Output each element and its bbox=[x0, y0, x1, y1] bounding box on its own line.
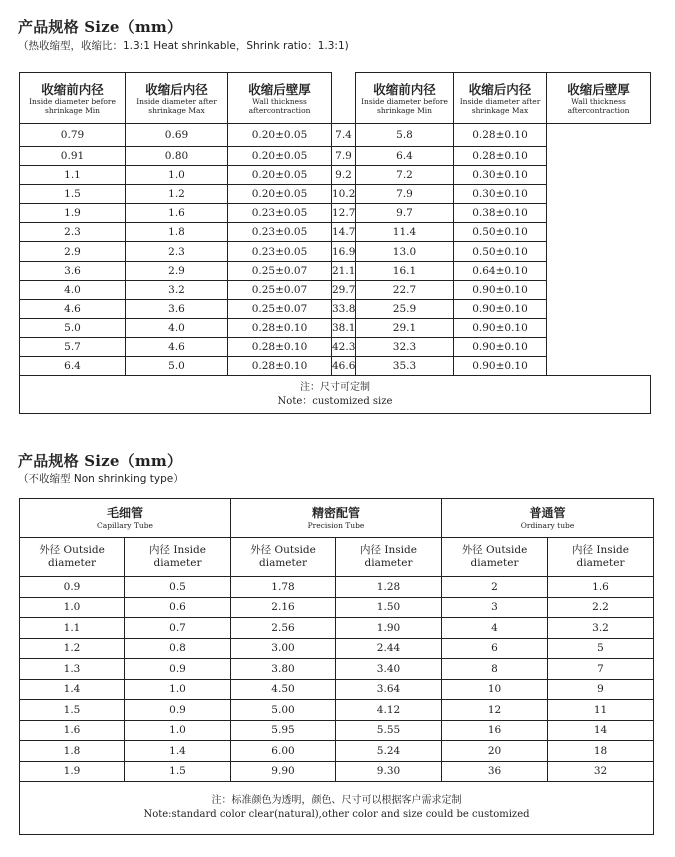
table-cell: 4 bbox=[442, 618, 548, 639]
table-cell: 2.16 bbox=[231, 597, 336, 618]
table-cell: 0.30±0.10 bbox=[454, 185, 547, 204]
table-cell: 0.64±0.10 bbox=[454, 261, 547, 280]
table-cell: 0.28±0.10 bbox=[228, 318, 332, 337]
table-note bbox=[20, 376, 651, 414]
table-cell: 0.80 bbox=[126, 147, 228, 166]
table-cell: 22.7 bbox=[356, 280, 454, 299]
section1-subtitle: （热收缩型，收缩比：1.3:1 Heat shrinkable，Shrink ratio：1.3:1) bbox=[18, 40, 349, 52]
table-cell: 0.69 bbox=[126, 124, 228, 147]
table-cell: 3.2 bbox=[126, 280, 228, 299]
table-cell: 1.78 bbox=[231, 577, 336, 598]
table-cell: 3.80 bbox=[231, 659, 336, 680]
table-cell: 1.2 bbox=[126, 185, 228, 204]
header-cell: 收缩前内径 Inside diameter before shrinkage Min bbox=[20, 73, 126, 124]
table-cell: 36 bbox=[442, 761, 548, 782]
sub-header-cell: 外径 Outside diameter bbox=[231, 538, 336, 577]
table-cell: 0.23±0.05 bbox=[228, 204, 332, 223]
table-cell: 38.1 bbox=[332, 318, 356, 337]
table-cell: 0.8 bbox=[125, 638, 231, 659]
table-cell: 16 bbox=[442, 720, 548, 741]
table-row bbox=[20, 741, 654, 762]
table-cell: 2.9 bbox=[126, 261, 228, 280]
table-row bbox=[20, 204, 651, 223]
table-cell: 1.6 bbox=[126, 204, 228, 223]
note-cn: 注：尺寸可定制 bbox=[300, 381, 370, 393]
table-row bbox=[20, 659, 654, 680]
table-cell: 7.2 bbox=[356, 166, 454, 185]
table-cell: 0.79 bbox=[20, 124, 126, 147]
table-cell: 10.2 bbox=[332, 185, 356, 204]
table-cell: 3.6 bbox=[126, 299, 228, 318]
table-cell: 11.4 bbox=[356, 223, 454, 242]
table-cell: 10 bbox=[442, 679, 548, 700]
table-cell: 3.40 bbox=[336, 659, 442, 680]
section2-subtitle: （不收缩型 Non shrinking type） bbox=[18, 473, 184, 485]
table-cell: 1.3 bbox=[20, 659, 125, 680]
column-gap bbox=[332, 73, 356, 124]
table-cell: 0.90±0.10 bbox=[454, 299, 547, 318]
table-row bbox=[20, 166, 651, 185]
group-header-row bbox=[20, 499, 654, 538]
table-cell: 0.25±0.07 bbox=[228, 299, 332, 318]
section1-title: 产品规格 Size（mm） bbox=[18, 18, 183, 36]
table-cell: 6.4 bbox=[20, 357, 126, 376]
table-cell: 16.1 bbox=[356, 261, 454, 280]
table-row bbox=[20, 337, 651, 356]
table-cell: 14 bbox=[548, 720, 654, 741]
table-cell: 3 bbox=[442, 597, 548, 618]
table-cell: 1.0 bbox=[126, 166, 228, 185]
sub-header-cell: 内径 Inside diameter bbox=[125, 538, 231, 577]
table-row bbox=[20, 700, 654, 721]
table-cell: 5.24 bbox=[336, 741, 442, 762]
table-cell: 0.7 bbox=[125, 618, 231, 639]
table-cell: 12.7 bbox=[332, 204, 356, 223]
table-cell: 5.0 bbox=[126, 357, 228, 376]
table-cell: 5.7 bbox=[20, 337, 126, 356]
table-row bbox=[20, 318, 651, 337]
table-cell: 35.3 bbox=[356, 357, 454, 376]
note-cn: 注：标准颜色为透明，颜色、尺寸可以根据客户需求定制 bbox=[211, 795, 462, 806]
table-cell: 5.8 bbox=[356, 124, 454, 147]
table-cell: 9.2 bbox=[332, 166, 356, 185]
section2-title: 产品规格 Size（mm） bbox=[18, 452, 183, 470]
table-cell: 0.50±0.10 bbox=[454, 242, 547, 261]
table-cell: 1.50 bbox=[336, 597, 442, 618]
table-cell: 9.90 bbox=[231, 761, 336, 782]
table-cell: 0.5 bbox=[125, 577, 231, 598]
table-cell: 3.00 bbox=[231, 638, 336, 659]
table-cell: 8 bbox=[442, 659, 548, 680]
table-cell: 16.9 bbox=[332, 242, 356, 261]
table-cell: 11 bbox=[548, 700, 654, 721]
table-cell: 18 bbox=[548, 741, 654, 762]
table-cell: 0.90±0.10 bbox=[454, 337, 547, 356]
table-cell: 1.1 bbox=[20, 618, 125, 639]
table-cell: 0.25±0.07 bbox=[228, 261, 332, 280]
table-cell: 0.28±0.10 bbox=[228, 337, 332, 356]
non-shrink-size-table bbox=[19, 498, 654, 835]
table-cell: 1.5 bbox=[125, 761, 231, 782]
heat-shrink-size-table bbox=[19, 72, 651, 414]
table-cell: 7.4 bbox=[332, 124, 356, 147]
table-cell: 1.1 bbox=[20, 166, 126, 185]
table-row bbox=[20, 618, 654, 639]
group-header-precision: 精密配管 Precision Tube bbox=[231, 499, 442, 538]
table-cell: 2.3 bbox=[126, 242, 228, 261]
table-cell: 1.5 bbox=[20, 700, 125, 721]
table-cell: 0.25±0.07 bbox=[228, 280, 332, 299]
table-cell: 1.90 bbox=[336, 618, 442, 639]
table-row bbox=[20, 597, 654, 618]
table-cell: 13.0 bbox=[356, 242, 454, 261]
table-cell: 2.9 bbox=[20, 242, 126, 261]
table-cell: 0.20±0.05 bbox=[228, 185, 332, 204]
table-cell: 1.9 bbox=[20, 204, 126, 223]
table-cell: 0.23±0.05 bbox=[228, 242, 332, 261]
table-cell: 0.90±0.10 bbox=[454, 318, 547, 337]
table-cell: 0.20±0.05 bbox=[228, 166, 332, 185]
table-row bbox=[20, 242, 651, 261]
table-cell: 0.28±0.10 bbox=[454, 124, 547, 147]
sub-header-cell: 外径 Outside diameter bbox=[20, 538, 125, 577]
table-row bbox=[20, 720, 654, 741]
sub-header-cell: 外径 Outside diameter bbox=[442, 538, 548, 577]
table-cell: 6 bbox=[442, 638, 548, 659]
header-cell: 收缩后壁厚 Wall thickness aftercontraction bbox=[547, 73, 651, 124]
table-row bbox=[20, 761, 654, 782]
header-cell: 收缩前内径 Inside diameter before shrinkage Min bbox=[356, 73, 454, 124]
table-cell: 3.2 bbox=[548, 618, 654, 639]
table-cell: 4.0 bbox=[126, 318, 228, 337]
table-cell: 0.20±0.05 bbox=[228, 124, 332, 147]
table-cell: 14.7 bbox=[332, 223, 356, 242]
table-cell: 5.00 bbox=[231, 700, 336, 721]
table-cell: 0.23±0.05 bbox=[228, 223, 332, 242]
table-cell: 32 bbox=[548, 761, 654, 782]
table-cell: 21.1 bbox=[332, 261, 356, 280]
table-row bbox=[20, 280, 651, 299]
table-cell: 2.44 bbox=[336, 638, 442, 659]
table-cell: 0.28±0.10 bbox=[228, 357, 332, 376]
table-cell: 0.38±0.10 bbox=[454, 204, 547, 223]
table-row bbox=[20, 223, 651, 242]
table-cell: 1.6 bbox=[20, 720, 125, 741]
table-cell: 46.6 bbox=[332, 357, 356, 376]
table-cell: 1.9 bbox=[20, 761, 125, 782]
table-cell: 1.4 bbox=[125, 741, 231, 762]
table-cell: 0.90±0.10 bbox=[454, 280, 547, 299]
table-cell: 3.64 bbox=[336, 679, 442, 700]
table-row bbox=[20, 299, 651, 318]
table-cell: 4.6 bbox=[20, 299, 126, 318]
header-cell: 收缩后内径 Inside diameter after shrinkage Max bbox=[126, 73, 228, 124]
table-note-row bbox=[20, 376, 651, 414]
table-cell: 0.90±0.10 bbox=[454, 357, 547, 376]
note-en: Note：customized size bbox=[277, 395, 393, 407]
table-row bbox=[20, 638, 654, 659]
table-cell: 25.9 bbox=[356, 299, 454, 318]
group-header-capillary: 毛细管 Capillary Tube bbox=[20, 499, 231, 538]
table-cell: 1.28 bbox=[336, 577, 442, 598]
table-cell: 5.0 bbox=[20, 318, 126, 337]
table-cell: 33.8 bbox=[332, 299, 356, 318]
table-cell: 0.50±0.10 bbox=[454, 223, 547, 242]
table-cell: 9.30 bbox=[336, 761, 442, 782]
table-cell: 1.8 bbox=[126, 223, 228, 242]
table-cell: 7 bbox=[548, 659, 654, 680]
table-cell: 1.0 bbox=[125, 679, 231, 700]
table-cell: 29.7 bbox=[332, 280, 356, 299]
table-cell: 0.9 bbox=[125, 700, 231, 721]
table-cell: 20 bbox=[442, 741, 548, 762]
table-cell: 1.6 bbox=[548, 577, 654, 598]
header-cell: 收缩后内径 Inside diameter after shrinkage Max bbox=[454, 73, 547, 124]
table-cell: 9 bbox=[548, 679, 654, 700]
sub-header-cell: 内径 Inside diameter bbox=[336, 538, 442, 577]
table-row bbox=[20, 357, 651, 376]
table-cell: 4.6 bbox=[126, 337, 228, 356]
table-cell: 7.9 bbox=[356, 185, 454, 204]
table-cell: 12 bbox=[442, 700, 548, 721]
table-cell: 9.7 bbox=[356, 204, 454, 223]
table-cell: 1.0 bbox=[125, 720, 231, 741]
table-cell: 2 bbox=[442, 577, 548, 598]
note-en: Note:standard color clear(natural),other color and size could be customized bbox=[143, 809, 530, 820]
table-cell: 32.3 bbox=[356, 337, 454, 356]
sub-header-cell: 内径 Inside diameter bbox=[548, 538, 654, 577]
table-cell: 1.4 bbox=[20, 679, 125, 700]
table-cell: 0.28±0.10 bbox=[454, 147, 547, 166]
table-row bbox=[20, 261, 651, 280]
table-cell: 5.95 bbox=[231, 720, 336, 741]
header-cell: 收缩后壁厚 Wall thickness aftercontraction bbox=[228, 73, 332, 124]
table-cell: 1.0 bbox=[20, 597, 125, 618]
table-cell: 0.9 bbox=[125, 659, 231, 680]
table-cell: 5.55 bbox=[336, 720, 442, 741]
table-cell: 1.2 bbox=[20, 638, 125, 659]
table-cell: 6.4 bbox=[356, 147, 454, 166]
table-cell: 1.8 bbox=[20, 741, 125, 762]
table-cell: 3.6 bbox=[20, 261, 126, 280]
table-cell: 7.9 bbox=[332, 147, 356, 166]
table-row bbox=[20, 147, 651, 166]
table-cell: 4.0 bbox=[20, 280, 126, 299]
table-header-row bbox=[20, 73, 651, 124]
table-row bbox=[20, 679, 654, 700]
table-cell: 4.12 bbox=[336, 700, 442, 721]
table-cell: 1.5 bbox=[20, 185, 126, 204]
table-cell: 29.1 bbox=[356, 318, 454, 337]
table-note bbox=[20, 782, 654, 835]
table-cell: 0.20±0.05 bbox=[228, 147, 332, 166]
sub-header-row bbox=[20, 538, 654, 577]
table-row bbox=[20, 577, 654, 598]
table-cell: 0.91 bbox=[20, 147, 126, 166]
table-row bbox=[20, 124, 651, 147]
table-cell: 2.56 bbox=[231, 618, 336, 639]
table-cell: 6.00 bbox=[231, 741, 336, 762]
table-cell: 42.3 bbox=[332, 337, 356, 356]
table-cell: 2.2 bbox=[548, 597, 654, 618]
table-cell: 0.9 bbox=[20, 577, 125, 598]
table-cell: 2.3 bbox=[20, 223, 126, 242]
table-cell: 0.6 bbox=[125, 597, 231, 618]
table-row bbox=[20, 185, 651, 204]
table-note-row bbox=[20, 782, 654, 835]
table-cell: 5 bbox=[548, 638, 654, 659]
group-header-ordinary: 普通管 Ordinary tube bbox=[442, 499, 654, 538]
table-cell: 0.30±0.10 bbox=[454, 166, 547, 185]
table-cell: 4.50 bbox=[231, 679, 336, 700]
